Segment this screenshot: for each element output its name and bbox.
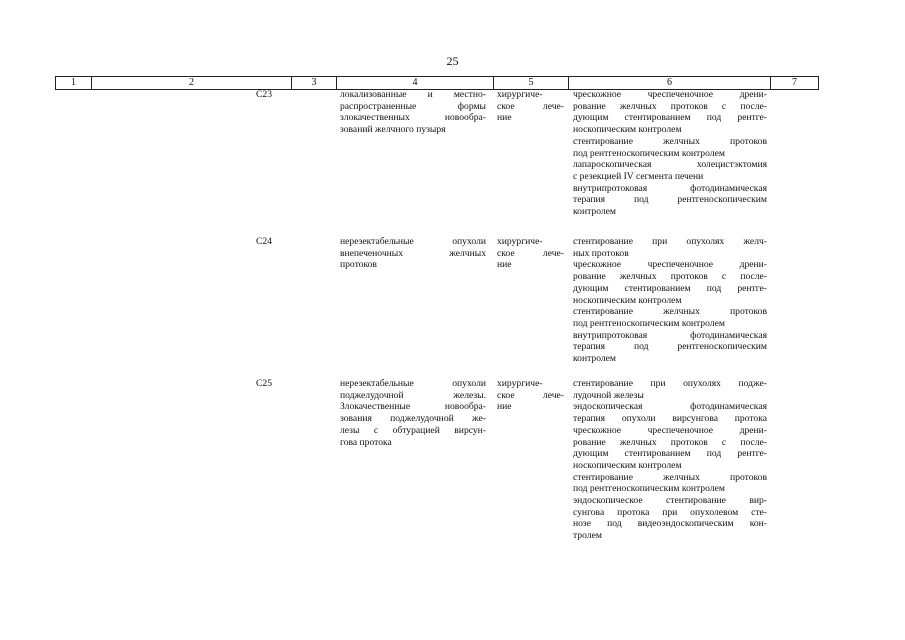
treatment-line: ние <box>497 259 512 271</box>
treatment-line: хирургиче- <box>497 236 543 247</box>
method-line: тролем <box>573 530 602 542</box>
diagnosis-line: нерезектабельные опухоли <box>340 378 486 389</box>
row-code: C23 <box>256 89 272 100</box>
row-treatment <box>497 236 564 271</box>
method-line: дующим стентированием под рентге- <box>573 112 767 124</box>
method-line: ных протоков <box>573 247 629 259</box>
treatment-line: ское лече- <box>497 100 564 112</box>
page-number: 25 <box>446 54 459 68</box>
treatment-line: ское лече- <box>497 389 564 401</box>
row-code: C25 <box>256 378 272 389</box>
row-diagnosis <box>340 378 486 448</box>
method-line: носкопическим контролем <box>573 294 682 306</box>
column-header-5: 5 <box>493 77 568 89</box>
method-line: под рентгеноскопическим контролем <box>573 317 725 329</box>
row-diagnosis <box>340 89 486 136</box>
method-line: рование желчных протоков с после- <box>573 271 767 283</box>
method-line: стентирование при опухолях подже- <box>573 378 767 389</box>
method-line: стентирование желчных протоков <box>573 471 767 483</box>
diagnosis-line: гова протока <box>340 436 392 448</box>
method-line: носкопическим контролем <box>573 124 682 136</box>
method-line: чрескожное чреспеченочное дрени- <box>573 89 767 100</box>
method-line: рование желчных протоков с после- <box>573 436 767 448</box>
diagnosis-line: нерезектабельные опухоли <box>340 236 486 247</box>
treatment-line: ское лече- <box>497 247 564 259</box>
method-line: терапия под рентгеноскопическим <box>573 194 767 206</box>
treatment-line: хирургиче- <box>497 378 543 389</box>
method-line: под рентгеноскопическим контролем <box>573 483 725 495</box>
diagnosis-line: поджелудочной железы. <box>340 389 486 401</box>
method-line: дующим стентированием под рентге- <box>573 282 767 294</box>
row-methods <box>573 89 767 218</box>
treatment-line: ние <box>497 401 512 413</box>
column-header-3: 3 <box>291 77 336 89</box>
diagnosis-line: распространенные формы <box>340 100 486 112</box>
diagnosis-line: зования поджелудочной же- <box>340 413 486 425</box>
row-diagnosis <box>340 236 486 271</box>
row-methods <box>573 378 767 542</box>
diagnosis-line: лезы с обтурацией вирсун- <box>340 424 486 436</box>
method-line: лапароскопическая холецистэктомия <box>573 159 767 171</box>
method-line: внутрипротоковая фотодинамическая <box>573 329 767 341</box>
method-line: контролем <box>573 353 616 365</box>
method-line: лудочной железы <box>573 389 644 401</box>
diagnosis-line: зований желчного пузыря <box>340 124 446 136</box>
diagnosis-line: протоков <box>340 259 377 271</box>
method-line: внутрипротоковая фотодинамическая <box>573 182 767 194</box>
row-treatment <box>497 378 564 413</box>
column-header-4: 4 <box>336 77 493 89</box>
method-line: стентирование при опухолях желч- <box>573 236 767 247</box>
diagnosis-line: локализованные и местно- <box>340 89 486 100</box>
method-line: сунгова протока при опухолевом сте- <box>573 506 767 518</box>
method-line: рование желчных протоков с после- <box>573 100 767 112</box>
diagnosis-line: внепеченочных желчных <box>340 247 486 259</box>
method-line: эндоскопическое стентирование вир- <box>573 495 767 507</box>
treatment-line: хирургиче- <box>497 89 543 100</box>
method-line: стентирование желчных протоков <box>573 135 767 147</box>
row-treatment <box>497 89 564 124</box>
method-line: терапия опухоли вирсунгова протока <box>573 413 767 425</box>
method-line: нозе под видеоэндоскопическим кон- <box>573 518 767 530</box>
method-line: стентирование желчных протоков <box>573 306 767 318</box>
method-line: носкопическим контролем <box>573 459 682 471</box>
method-line: с резекцией IV сегмента печени <box>573 170 704 182</box>
method-line: терапия под рентгеноскопическим <box>573 341 767 353</box>
method-line: контролем <box>573 206 616 218</box>
method-line: чрескожное чреспеченочное дрени- <box>573 259 767 271</box>
row-methods <box>573 236 767 365</box>
table-column-header-row <box>55 76 819 90</box>
column-header-2: 2 <box>91 77 291 89</box>
method-line: эндоскопическая фотодинамическая <box>573 401 767 413</box>
treatment-line: ние <box>497 112 512 124</box>
column-header-7: 7 <box>770 77 819 89</box>
method-line: под рентгеноскопическим контролем <box>573 147 725 159</box>
column-header-1: 1 <box>55 77 91 89</box>
column-header-6: 6 <box>568 77 770 89</box>
diagnosis-line: Злокачественные новообра- <box>340 401 486 413</box>
method-line: дующим стентированием под рентге- <box>573 448 767 460</box>
row-code: C24 <box>256 236 272 247</box>
diagnosis-line: злокачественных новообра- <box>340 112 486 124</box>
method-line: чрескожное чреспеченочное дрени- <box>573 424 767 436</box>
